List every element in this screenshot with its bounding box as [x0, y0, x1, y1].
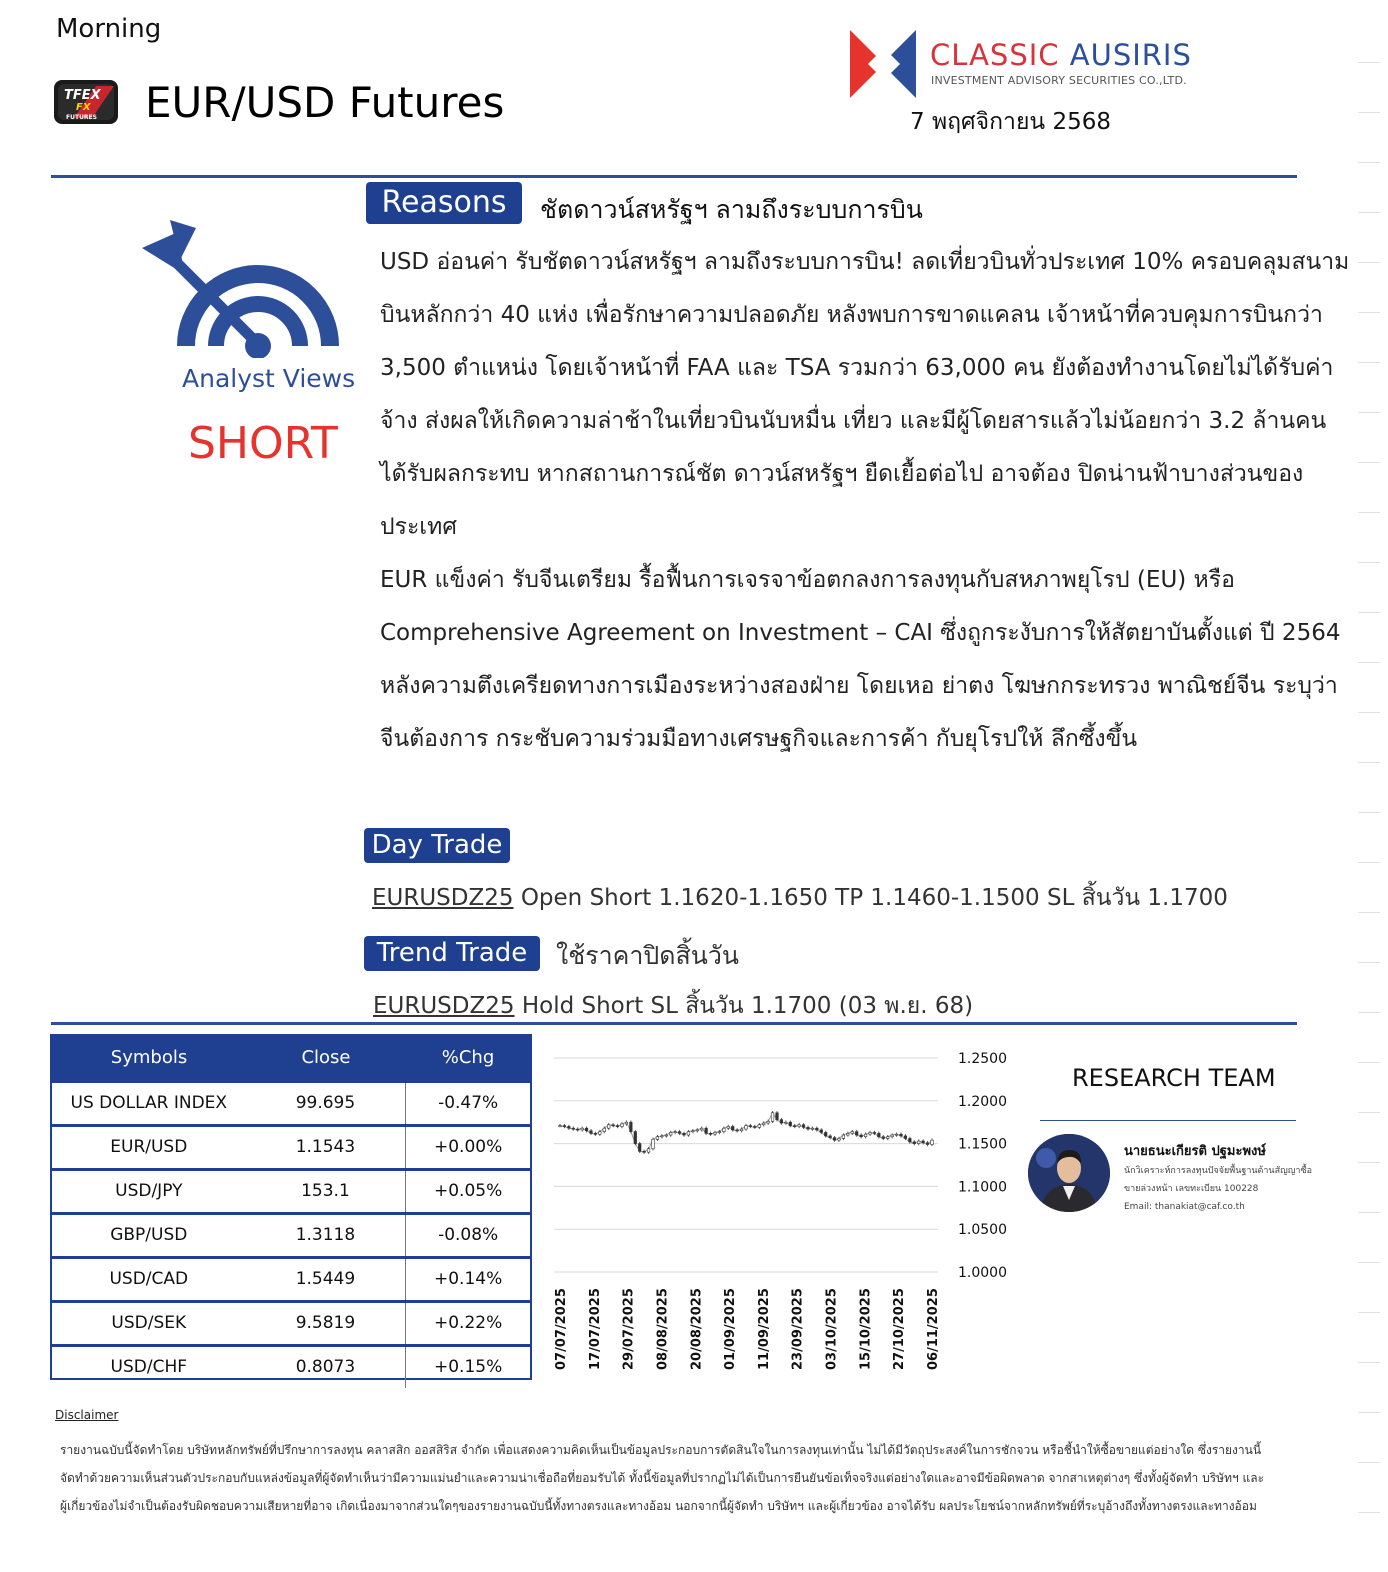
candle-body — [616, 1126, 619, 1127]
trend-trade-headline: ใช้ราคาปิดสิ้นวัน — [556, 941, 739, 970]
candle-body — [860, 1135, 863, 1137]
x-tick-label: 15/10/2025 — [858, 1288, 874, 1370]
candle-body — [793, 1126, 796, 1127]
candle-body — [931, 1140, 934, 1144]
candle-body — [882, 1137, 885, 1139]
disclaimer-text: รายงานฉบับนี้จัดทำโดย บริษัทหลักทรัพย์ที่ปรึกษาการลงทุน คลาสสิก ออสสิริส จำกัด เพื่อแสดงความคิดเห็นเป็นข้อมูลประกอบการตัดสินใจในการลงทุนเท่านั้น ไม่ได้มีวัตถุประสงค์ในการชักจวน หรือชี้นำให้ซื้อขายแต่อย่างใด ซึ่งรายงานนี้ จัดทำด้วยความเห็นส่วนตัวประกอบกับแหล่งข้อมูลที่ผู้จัดทำเห็นว่ามีความแม่นยำและความน่าเชื่อถือที่ยอมรับได้ ทั้งนี้ข้อมูลที่ปรากฏไม่ได้เป็นการยืนยันข้อเท็จจริงแต่อย่างใดและอาจมีข้อผิดพลาด จากสาเหตุต่างๆ ซึ่งทั้งผู้จัดทำ บริษัทฯ และผู้เกี่ยวข้องไม่จำเป็นต้องรับผิดชอบความเสียหายที่อาจ เกิดเนื่องมาจากส่วนใดๆของรายงานฉบับนี้ทั้งทางตรงและทางอ้อม นอกจากนี้ผู้จัดทำ บริษัทฯ และผู้เกี่ยวข้อง อาจได้รับ ผลประโยชน์จากหลักทรัพย์ที่ระบุอ้างถึงทั้งทางตรงและทางอ้อม — [60, 1443, 1265, 1513]
market-table — [50, 1034, 532, 1380]
table-row: USD/CAD 1.5449 +0.14% — [52, 1256, 530, 1300]
candle-body — [833, 1138, 836, 1141]
x-tick-label: 23/09/2025 — [790, 1288, 806, 1370]
x-tick-label: 17/07/2025 — [587, 1288, 603, 1370]
candle-body — [820, 1130, 823, 1133]
candle-body — [612, 1125, 615, 1126]
candle-body — [621, 1124, 624, 1127]
candle-body — [869, 1132, 872, 1134]
candle-body — [607, 1125, 610, 1128]
header-symbols: Symbols — [110, 1047, 188, 1068]
candle-body — [767, 1121, 770, 1123]
y-tick-label: 1.0000 — [958, 1265, 1007, 1281]
report-date: 7 พฤศจิกายน 2568 — [910, 109, 1111, 135]
candle-body — [603, 1128, 606, 1131]
trend-trade-badge: Trend Trade — [364, 936, 540, 971]
disclaimer-title: Disclaimer — [55, 1408, 119, 1422]
candle-body — [838, 1138, 841, 1140]
candle-body — [687, 1132, 690, 1135]
candle-body — [594, 1133, 597, 1134]
reason-paragraph-usd: USD อ่อนค่า รับชัตดาวน์สหรัฐฯ ลามถึงระบบการบิน! ลดเที่ยวบินทั่วประเทศ 10% ครอบคลุมสนามบินหลักกว่า 40 แห่ง เพื่อรักษาความปลอดภัย หลังพบการขาดแคลน เจ้าหน้าที่ควบคุมการบินกว่า 3,500 ตำแหน่ง โดยเจ้าหน้าที่ FAA และ TSA รวมกว่า 63,000 คน ยังต้องทำงานโดยไม่ได้รับค่าจ้าง ส่งผลให้เกิดความล่าช้าในเที่ยวบินนับหมื่น เที่ยว และมีผู้โดยสารแล้วไม่น้อยกว่า 3.2 ล้านคน ได้รับผลกระทบ หากสถานการณ์ชัต ดาวน์สหรัฐฯ ยืดเยื้อต่อไป อาจต้อง ปิดน่านฟ้าบางส่วนของประเทศ — [380, 249, 1350, 540]
x-tick-label: 20/08/2025 — [689, 1288, 705, 1370]
candle-body — [656, 1137, 659, 1140]
candle-body — [922, 1141, 925, 1143]
candle-body — [723, 1128, 726, 1131]
eurusd-chart — [548, 1040, 1018, 1380]
header-close: Close — [301, 1047, 351, 1068]
price-line — [560, 1113, 932, 1152]
table-row: EUR/USD 1.1543 +0.00% — [52, 1124, 530, 1168]
candle-body — [590, 1131, 593, 1134]
x-tick-label: 01/09/2025 — [723, 1288, 739, 1370]
svg-text:TFEX: TFEX — [64, 88, 101, 103]
y-tick-label: 1.1500 — [958, 1136, 1007, 1153]
candle-body — [904, 1136, 907, 1139]
candle-body — [674, 1132, 677, 1133]
candle-body — [762, 1123, 765, 1125]
table-header — [52, 1036, 530, 1080]
candle-body — [807, 1127, 810, 1129]
target-arrow-icon — [140, 218, 350, 358]
candle-body — [669, 1132, 672, 1135]
trend-trade-symbol: EURUSDZ25 — [373, 993, 515, 1019]
candle-body — [802, 1125, 805, 1128]
analyst-view-label: Analyst Views — [182, 364, 356, 393]
candle-body — [824, 1132, 827, 1135]
svg-text:FX: FX — [76, 102, 91, 113]
day-trade-recommendation: EURUSDZ25 Open Short 1.1620-1.1650 TP 1.1460-1.1500 SL สิ้นวัน 1.1700 — [372, 885, 1228, 911]
candle-body — [909, 1138, 912, 1141]
day-trade-symbol: EURUSDZ25 — [372, 885, 514, 911]
candle-body — [740, 1129, 743, 1131]
trend-trade-recommendation: EURUSDZ25 Hold Short SL สิ้นวัน 1.1700 (03 พ.ย. 68) — [373, 993, 974, 1019]
candle-body — [727, 1126, 730, 1128]
candle-body — [643, 1151, 646, 1152]
candle-body — [926, 1143, 929, 1145]
candle-body — [599, 1132, 602, 1135]
divider — [1040, 1120, 1296, 1121]
analyst-name: นายธนะเกียรติ ปฐมะพงษ์ — [1124, 1144, 1266, 1159]
candle-body — [776, 1113, 779, 1120]
table-row: USD/SEK 9.5819 +0.22% — [52, 1300, 530, 1344]
candle-body — [754, 1126, 757, 1127]
candle-body — [585, 1128, 588, 1131]
candle-body — [683, 1133, 686, 1135]
candle-body — [789, 1122, 792, 1125]
candle-body — [696, 1130, 699, 1131]
candle-body — [771, 1113, 774, 1122]
candle-body — [652, 1139, 655, 1148]
header-chg: %Chg — [441, 1047, 495, 1068]
y-tick-label: 1.1000 — [958, 1179, 1007, 1196]
candle-body — [847, 1133, 850, 1135]
candle-body — [718, 1132, 721, 1133]
table-row: GBP/USD 1.3118 -0.08% — [52, 1212, 530, 1256]
candle-body — [829, 1136, 832, 1138]
candle-body — [798, 1125, 801, 1127]
analyst-role: นักวิเคราะห์การลงทุนปัจจัยพื้นฐานด้านสัญญาซื้อขายล่วงหน้า เลขทะเบียน 100228 — [1124, 1166, 1312, 1194]
candle-body — [581, 1128, 584, 1130]
candle-body — [785, 1122, 788, 1123]
table-row: USD/CHF 0.8073 +0.15% — [52, 1344, 530, 1388]
candle-body — [665, 1135, 668, 1136]
analyst-info — [1124, 1162, 1324, 1216]
page-title: EUR/USD Futures — [145, 78, 505, 127]
candle-body — [678, 1132, 681, 1134]
reasons-badge: Reasons — [366, 182, 522, 224]
candle-body — [714, 1132, 717, 1134]
y-tick-label: 1.2000 — [958, 1093, 1007, 1110]
company-logo-icon — [848, 28, 918, 100]
candle-body — [749, 1126, 752, 1127]
candle-body — [900, 1134, 903, 1136]
margin-ticks — [1358, 62, 1380, 1562]
candle-body — [855, 1132, 858, 1135]
candle-body — [576, 1129, 579, 1130]
candle-body — [736, 1130, 739, 1131]
candle-body — [873, 1132, 876, 1133]
candle-body — [864, 1134, 867, 1137]
candle-body — [811, 1128, 814, 1129]
candle-body — [878, 1133, 881, 1136]
candle-body — [634, 1132, 637, 1144]
candle-body — [851, 1132, 854, 1134]
candle-body — [913, 1142, 916, 1144]
candle-body — [780, 1120, 783, 1123]
day-trade-badge: Day Trade — [364, 828, 510, 863]
candle-body — [661, 1136, 664, 1137]
candle-body — [895, 1134, 898, 1135]
tfex-logo — [52, 78, 120, 126]
reasons-headline: ชัตดาวน์สหรัฐฯ ลามถึงระบบการบิน — [540, 195, 923, 224]
candle-body — [559, 1126, 562, 1127]
analyst-email: Email: thanakiat@caf.co.th — [1124, 1202, 1245, 1212]
x-tick-label: 03/10/2025 — [824, 1288, 840, 1370]
x-tick-label: 11/09/2025 — [756, 1288, 772, 1370]
company-subtitle: INVESTMENT ADVISORY SECURITIES CO.,LTD. — [931, 74, 1187, 87]
candle-body — [630, 1122, 633, 1131]
company-name: CLASSIC AUSIRIS — [930, 38, 1192, 72]
y-tick-label: 1.2500 — [958, 1051, 1007, 1067]
candle-body — [692, 1131, 695, 1132]
y-tick-label: 1.0500 — [958, 1222, 1007, 1239]
divider — [51, 175, 1297, 178]
x-tick-label: 29/07/2025 — [621, 1288, 637, 1370]
candle-body — [638, 1144, 641, 1152]
x-tick-label: 08/08/2025 — [655, 1288, 671, 1370]
candle-body — [731, 1126, 734, 1129]
signal-short: SHORT — [188, 418, 338, 469]
candle-body — [709, 1133, 712, 1134]
research-team-title: RESEARCH TEAM — [1072, 1064, 1276, 1092]
table-row: USD/JPY 153.1 +0.05% — [52, 1168, 530, 1212]
analyst-avatar — [1028, 1134, 1110, 1212]
candle-body — [568, 1126, 571, 1128]
x-tick-label: 27/10/2025 — [892, 1288, 908, 1370]
table-row: US DOLLAR INDEX 99.695 -0.47% — [52, 1080, 530, 1124]
candle-body — [563, 1126, 566, 1127]
candle-body — [758, 1125, 761, 1128]
candle-body — [842, 1135, 845, 1138]
candle-body — [886, 1137, 889, 1139]
candle-body — [572, 1128, 575, 1129]
session-label: Morning — [56, 14, 162, 44]
candle-body — [700, 1128, 703, 1130]
candle-body — [891, 1135, 894, 1137]
candle-body — [705, 1128, 708, 1133]
reason-paragraph-eur: EUR แข็งค่า รับจีนเตรียม รื้อฟื้นการเจรจาข้อตกลงการลงทุนกับสหภาพยุโรป (EU) หรือ Comprehensive Agreement on Investment – CAI ซึ่งถูกระงับการให้สัตยาบันตั้งแต่ ปี 2564 หลังความตึงเครียดทางการเมืองระหว่างสองฝ่าย โดยเหอ ย่าตง โฆษกกระทรวง พาณิชย์จีน ระบุว่า จีนต้องการ กระชับความร่วมมือทางเศรษฐกิจและการค้า กับยุโรปให้ ลึกซึ้งขึ้น — [380, 567, 1341, 752]
candle-body — [816, 1128, 819, 1130]
x-tick-label: 06/11/2025 — [926, 1288, 941, 1370]
candle-body — [625, 1122, 628, 1124]
candle-body — [647, 1149, 650, 1152]
candle-body — [917, 1141, 920, 1144]
x-tick-label: 07/07/2025 — [554, 1288, 569, 1370]
svg-text:FUTURES: FUTURES — [66, 114, 97, 121]
candle-body — [745, 1126, 748, 1129]
